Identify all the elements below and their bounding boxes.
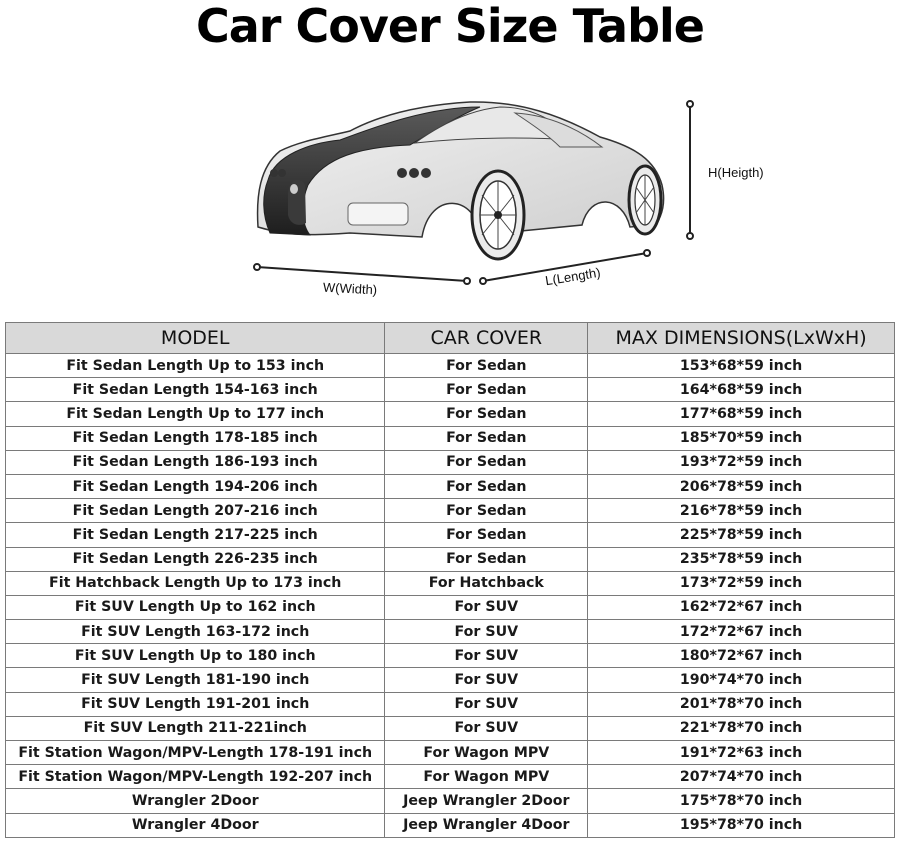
car-illustration-icon <box>230 85 830 305</box>
cell-model: Fit Sedan Length Up to 153 inch <box>6 354 385 378</box>
table-row <box>6 765 895 789</box>
table-row <box>6 692 895 716</box>
table-row <box>6 716 895 740</box>
cell-model: Wrangler 2Door <box>6 789 385 813</box>
cell-model: Fit SUV Length 181-190 inch <box>6 668 385 692</box>
cell-model: Fit SUV Length Up to 162 inch <box>6 595 385 619</box>
page-title: Car Cover Size Table <box>195 0 704 53</box>
cell-max-dimensions: 225*78*59 inch <box>588 523 895 547</box>
table-row <box>6 426 895 450</box>
cell-max-dimensions: 195*78*70 inch <box>588 813 895 837</box>
cell-model: Fit SUV Length 191-201 inch <box>6 692 385 716</box>
car-dimension-diagram <box>230 85 830 305</box>
header-max-dimensions: MAX DIMENSIONS(LxWxH) <box>588 323 895 354</box>
cell-model: Fit Hatchback Length Up to 173 inch <box>6 571 385 595</box>
cell-model: Wrangler 4Door <box>6 813 385 837</box>
cell-model: Fit Sedan Length 178-185 inch <box>6 426 385 450</box>
cell-model: Fit Sedan Length 226-235 inch <box>6 547 385 571</box>
width-label: W(Width) <box>322 279 378 298</box>
cell-max-dimensions: 172*72*67 inch <box>588 620 895 644</box>
cell-car-cover: For SUV <box>385 644 588 668</box>
cell-max-dimensions: 191*72*63 inch <box>588 741 895 765</box>
header-model: MODEL <box>6 323 385 354</box>
cell-model: Fit Sedan Length Up to 177 inch <box>6 402 385 426</box>
cell-car-cover: For SUV <box>385 716 588 740</box>
table-row <box>6 571 895 595</box>
cell-car-cover: For Sedan <box>385 450 588 474</box>
cell-max-dimensions: 235*78*59 inch <box>588 547 895 571</box>
cell-max-dimensions: 162*72*67 inch <box>588 595 895 619</box>
cell-car-cover: For Sedan <box>385 402 588 426</box>
cell-max-dimensions: 206*78*59 inch <box>588 474 895 498</box>
cell-model: Fit Station Wagon/MPV-Length 178-191 inch <box>6 741 385 765</box>
table-row <box>6 813 895 837</box>
cell-car-cover: For SUV <box>385 620 588 644</box>
cell-model: Fit SUV Length Up to 180 inch <box>6 644 385 668</box>
size-table <box>5 322 895 838</box>
cell-model: Fit Sedan Length 207-216 inch <box>6 499 385 523</box>
cell-max-dimensions: 221*78*70 inch <box>588 716 895 740</box>
table-row <box>6 620 895 644</box>
cell-model: Fit Sedan Length 194-206 inch <box>6 474 385 498</box>
cell-car-cover: For Sedan <box>385 354 588 378</box>
height-label: H(Heigth) <box>708 165 764 180</box>
cell-car-cover: For Hatchback <box>385 571 588 595</box>
cell-max-dimensions: 164*68*59 inch <box>588 378 895 402</box>
cell-max-dimensions: 207*74*70 inch <box>588 765 895 789</box>
cell-model: Fit SUV Length 163-172 inch <box>6 620 385 644</box>
cell-car-cover: For Sedan <box>385 523 588 547</box>
table-header-row <box>6 323 895 354</box>
cell-max-dimensions: 180*72*67 inch <box>588 644 895 668</box>
cell-car-cover: For SUV <box>385 692 588 716</box>
table-row <box>6 450 895 474</box>
cell-model: Fit SUV Length 211-221inch <box>6 716 385 740</box>
table-row <box>6 378 895 402</box>
cell-car-cover: For SUV <box>385 668 588 692</box>
cell-car-cover: For Sedan <box>385 474 588 498</box>
table-row <box>6 644 895 668</box>
cell-max-dimensions: 216*78*59 inch <box>588 499 895 523</box>
table-row <box>6 523 895 547</box>
cell-max-dimensions: 185*70*59 inch <box>588 426 895 450</box>
table-row <box>6 789 895 813</box>
cell-model: Fit Sedan Length 217-225 inch <box>6 523 385 547</box>
cell-model: Fit Sedan Length 186-193 inch <box>6 450 385 474</box>
cell-model: Fit Sedan Length 154-163 inch <box>6 378 385 402</box>
cell-car-cover: Jeep Wrangler 4Door <box>385 813 588 837</box>
cell-car-cover: For Sedan <box>385 378 588 402</box>
cell-car-cover: For Wagon MPV <box>385 741 588 765</box>
table-row <box>6 547 895 571</box>
table-row <box>6 741 895 765</box>
cell-max-dimensions: 173*72*59 inch <box>588 571 895 595</box>
cell-max-dimensions: 193*72*59 inch <box>588 450 895 474</box>
table-row <box>6 474 895 498</box>
cell-car-cover: For SUV <box>385 595 588 619</box>
cell-car-cover: For Sedan <box>385 499 588 523</box>
cell-max-dimensions: 201*78*70 inch <box>588 692 895 716</box>
cell-car-cover: For Sedan <box>385 547 588 571</box>
table-row <box>6 595 895 619</box>
cell-car-cover: For Wagon MPV <box>385 765 588 789</box>
header-car-cover: CAR COVER <box>385 323 588 354</box>
cell-car-cover: For Sedan <box>385 426 588 450</box>
cell-max-dimensions: 153*68*59 inch <box>588 354 895 378</box>
table-row <box>6 668 895 692</box>
table-row <box>6 354 895 378</box>
cell-max-dimensions: 175*78*70 inch <box>588 789 895 813</box>
cell-max-dimensions: 190*74*70 inch <box>588 668 895 692</box>
length-label: L(Length) <box>544 264 602 289</box>
table-row <box>6 499 895 523</box>
table-row <box>6 402 895 426</box>
cell-model: Fit Station Wagon/MPV-Length 192-207 inch <box>6 765 385 789</box>
cell-max-dimensions: 177*68*59 inch <box>588 402 895 426</box>
cell-car-cover: Jeep Wrangler 2Door <box>385 789 588 813</box>
